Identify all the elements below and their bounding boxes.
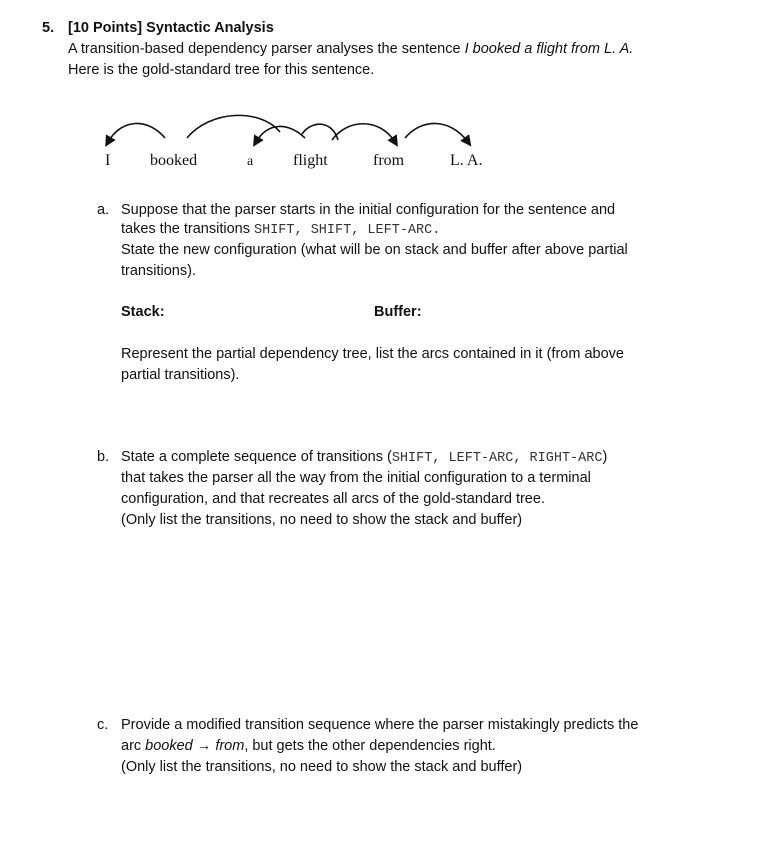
part-c-line: Provide a modified transition sequence where the parser mistakingly predicts the <box>121 717 639 733</box>
question-intro-line2: Here is the gold-standard tree for this sentence. <box>68 62 375 78</box>
arc-flight-to-from <box>332 124 395 142</box>
part-b-line <box>121 447 607 469</box>
transitions-code: SHIFT, SHIFT, LEFT-ARC. <box>254 223 441 238</box>
part-b-line: (Only list the transitions, no need to show the stack and buffer) <box>121 512 523 528</box>
part-b-text: ) <box>602 449 608 465</box>
tree-word: from <box>373 152 405 169</box>
part-a-line: Represent the partial dependency tree, list the arcs contained in it (from above <box>121 346 624 362</box>
tree-word: L. A. <box>450 152 483 169</box>
part-a-text: takes the transitions <box>121 221 254 237</box>
question-number: 5. <box>42 20 55 36</box>
arc-dependent: from <box>215 738 245 754</box>
arc-booked-to-I <box>108 123 165 142</box>
dependency-tree <box>90 112 510 182</box>
part-b-line: that takes the parser all the way from the initial configuration to a terminal <box>121 470 591 486</box>
part-a-line: Suppose that the parser starts in the initial configuration for the sentence and <box>121 202 616 218</box>
question-points: [10 Points] <box>68 20 143 36</box>
part-a-line: State the new configuration (what will be on stack and buffer after above partial <box>121 242 628 258</box>
intro-sentence: I booked a flight from L. A. <box>464 41 634 57</box>
buffer-label: Buffer: <box>374 304 422 320</box>
part-b-line: configuration, and that recreates all arcs of the gold-standard tree. <box>121 491 545 507</box>
arc-root-to-booked <box>187 115 280 138</box>
part-c-line <box>121 736 496 757</box>
part-a-line: partial transitions). <box>121 367 240 383</box>
part-c-text: , but gets the other dependencies right. <box>244 738 496 754</box>
transitions-code: SHIFT, LEFT-ARC, RIGHT-ARC <box>391 451 603 466</box>
part-b-label: b. <box>97 449 110 465</box>
arc-booked-to-flight <box>302 124 338 140</box>
question-heading <box>68 18 274 39</box>
tree-word: booked <box>150 152 198 169</box>
intro-text: A transition-based dependency parser analyses the sentence <box>68 41 465 57</box>
stack-label: Stack: <box>121 304 165 320</box>
part-b-text: State a complete sequence of transitions ( <box>121 449 392 465</box>
part-a-label: a. <box>97 202 110 218</box>
part-c-text: arc <box>121 738 146 754</box>
question-title: Syntactic Analysis <box>146 20 274 36</box>
tree-word: I <box>105 152 111 169</box>
question-intro <box>68 39 633 60</box>
tree-word: a <box>247 154 254 169</box>
part-c-label: c. <box>97 717 109 733</box>
part-a-line <box>121 219 440 241</box>
part-a-line: transitions). <box>121 263 196 279</box>
arc-from-to-la <box>405 123 468 142</box>
part-c-line: (Only list the transitions, no need to show the stack and buffer) <box>121 759 523 775</box>
arrow-icon: → <box>192 738 216 754</box>
tree-word: flight <box>293 152 328 169</box>
arc-head: booked <box>145 738 193 754</box>
arc-flight-to-a <box>256 126 305 142</box>
